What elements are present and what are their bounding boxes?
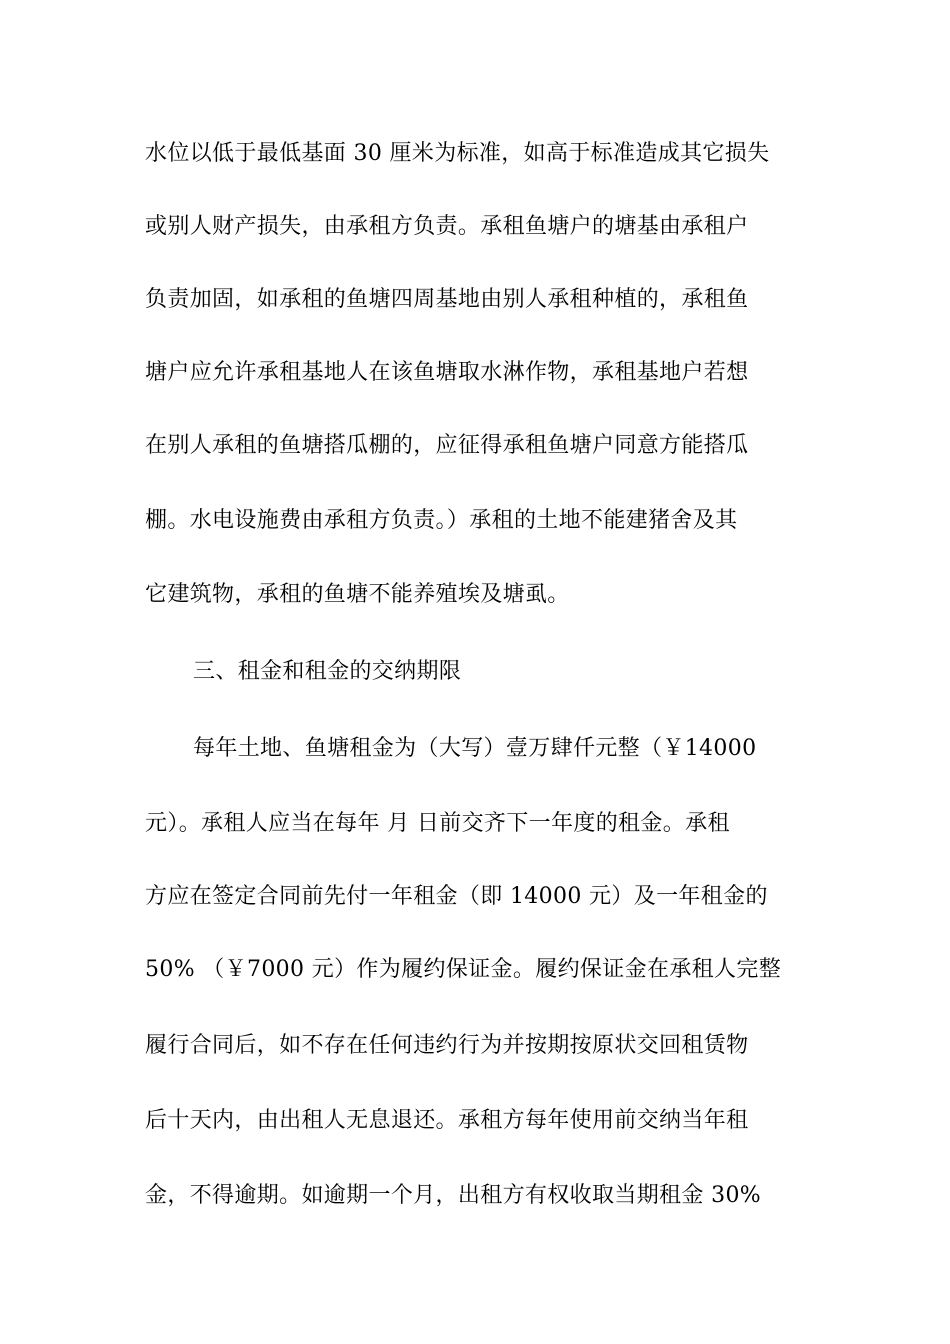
text-line: 在别人承租的鱼塘搭瓜棚的，应征得承租鱼塘户同意方能搭瓜: [145, 433, 749, 458]
text-line: 金，不得逾期。如逾期一个月，出租方有权收取当期租金 30%: [145, 1183, 762, 1208]
text-line: 元）。承租人应当在每年 月 日前交齐下一年度的租金。承租: [145, 811, 730, 836]
text-line: 它建筑物，承租的鱼塘不能养殖埃及塘虱。: [145, 582, 570, 607]
text-line: 履行合同后，如不存在任何违约行为并按期按原状交回租赁物: [145, 1033, 749, 1058]
section-heading: 三、租金和租金的交纳期限: [193, 659, 462, 684]
text-line: 或别人财产损失，由承租方负责。承租鱼塘户的塘基由承租户: [145, 214, 749, 239]
paragraph-first-line: 每年土地、鱼塘租金为（大写）壹万肆仟元整（￥14000: [193, 736, 757, 761]
text-line: 50% （￥7000 元）作为履约保证金。履约保证金在承租人完整: [145, 957, 782, 982]
text-line: 负责加固，如承租的鱼塘四周基地由别人承租种植的，承租鱼: [145, 287, 749, 312]
text-line: 后十天内，由出租人无息退还。承租方每年使用前交纳当年租: [145, 1108, 749, 1133]
text-line: 棚。水电设施费由承租方负责。）承租的土地不能建猪舍及其: [145, 508, 738, 533]
text-line: 方应在签定合同前先付一年租金（即 14000 元）及一年租金的: [145, 884, 768, 909]
text-line: 水位以低于最低基面 30 厘米为标准，如高于标准造成其它损失: [145, 141, 770, 166]
text-line: 塘户应允许承租基地人在该鱼塘取水淋作物，承租基地户若想: [145, 360, 749, 385]
